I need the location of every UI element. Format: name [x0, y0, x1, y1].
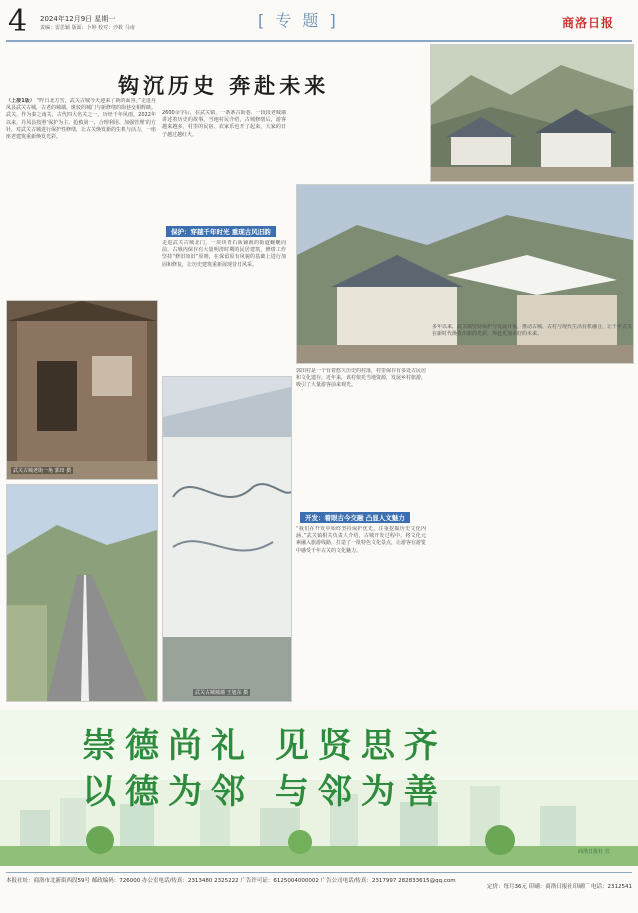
slogan-line-1: 崇德尚礼 见贤思齐: [82, 726, 447, 766]
page-number: 4: [8, 4, 28, 39]
section-title: [ 专 题 ]: [258, 11, 339, 30]
article-column-2: [162, 110, 286, 216]
column-2-text: 2600余字后，在武关镇，一条条古街巷、一段段老城墙讲述着历史的故事。当地村民介绍，古城修缮后，游客越来越多，村里的民宿、农家乐也开了起来，大家的日子越过越红火。: [162, 110, 286, 138]
subheading-development: 开发：着眼古今交融 凸显人文魅力: [300, 512, 410, 523]
moral-slogan-banner: [0, 710, 638, 866]
intro-label: （上接1版）: [6, 98, 35, 104]
article-column-3: [296, 368, 426, 412]
slogan-line-2: 以德为邻 与邻为善: [82, 772, 447, 812]
banner-credit: 商洛日报社 宣: [578, 849, 610, 855]
issue-date: 2024年12月9日 星期一: [40, 15, 116, 23]
photo-caption-1: 武关古城老街一角 郭田 摄: [13, 468, 72, 474]
editor-line: 责编：雷思颖 版面：卜婷 校对：沙筱 马南: [40, 25, 135, 31]
article-headline: 钩沉历史 奔赴未来: [118, 73, 330, 98]
header-rule: [6, 40, 632, 42]
newspaper-logo: 商洛日报: [562, 16, 615, 30]
column-3-text: 郭田村是一个有着悠久历史的村落，村里保存有多处古民居和文化遗存。近年来，该村依托当地资源，发展乡村旅游，吸引了大量游客前来观光。: [296, 368, 426, 389]
column-3b-text: “我们在开发中始终坚持保护优先，注重挖掘历史文化内涵。”武关镇相关负责人介绍，古城开发过程中，将文化元素融入旅游线路，打造了一批特色文化景点，让游客在游览中感受千年古关的文化魅力。: [296, 526, 426, 554]
article-column-4: [432, 324, 632, 702]
photo-village-rooftops: [430, 44, 634, 182]
photo-old-house: [6, 300, 158, 480]
article-column-3b: [296, 526, 426, 702]
article-column-1: [6, 98, 156, 294]
footer-print-line: 定价：每月36元 印刷：商洛日报社印刷厂 电话：2312541: [487, 884, 632, 890]
photo-wall-mural: [162, 376, 292, 702]
photo-caption-2: 武关古城城墙 王旭东 摄: [195, 690, 249, 696]
footer-contact-line: 本报社址：商洛市北新街西段59号 邮政编码：726000 办公室电话/传真：2313480 2325222 广告许可证：6125004000002 广告公司电话/传真：2317997 282833615@qq.com: [6, 872, 632, 884]
photo-road: [6, 484, 158, 702]
column-2b-text: 走进武关古城北门，一块块青石板铺就的街道蜿蜒向前。古城内保存有大量明清时期的民居建筑，修缮工作坚持“修旧如旧”原则，在保留原有风貌的基础上进行加固和修复，让历史建筑重新展现昔日风采。: [162, 240, 286, 268]
column-1-text: “昨日北方雪，武关古城今天迎来了新的面容。”走进丹凤县武关古城，古老的城墙、斑驳的城门与新修缮的街巷交相辉映。武关，作为秦之南关、古代四大名关之一，历经千年风雨。2022年以来，丹凤县按照‘保护为主、抢救第一、合理利用、加强管理’的方针，对武关古城进行保护性修缮，让古关焕发新的生机与活力，一座座老建筑重新焕发光彩。: [6, 98, 156, 141]
article-column-2b: [162, 240, 286, 368]
subheading-protection: 保护：穿越千年时光 重现古风旧韵: [166, 226, 276, 237]
column-4-text: 多年以来，武关镇坚持保护与发展并重，推动古城、古村与现代生活有机融合，让千年古关在新时代焕发出新的光彩，奔赴更加美好的未来。: [432, 324, 632, 338]
